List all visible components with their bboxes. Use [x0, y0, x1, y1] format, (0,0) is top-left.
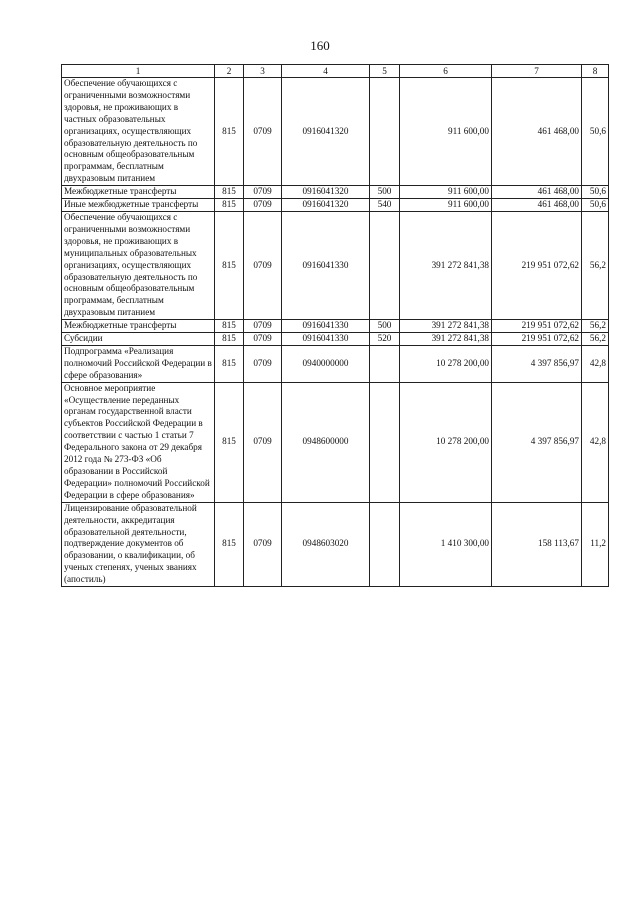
row-executed: 219 951 072,62 [492, 320, 582, 333]
row-name: Обеспечение обучающихся с ограниченными возможностями здоровья, не проживающих в частных образовательных организациях, осуществляющих образовательную деятельность по основным общеобразовательным программам, бесплатным двухразовым питанием [62, 78, 215, 186]
row-expense-type [370, 345, 400, 382]
budget-table [61, 64, 609, 587]
row-plan: 10 278 200,00 [400, 382, 492, 502]
row-target: 0916041320 [282, 78, 370, 186]
header-cell: 8 [582, 65, 609, 78]
row-percent: 56,2 [582, 211, 609, 319]
row-target: 0940000000 [282, 345, 370, 382]
row-ministry: 815 [215, 186, 244, 199]
row-target: 0916041320 [282, 199, 370, 212]
row-section: 0709 [244, 333, 282, 346]
row-section: 0709 [244, 320, 282, 333]
row-percent: 11,2 [582, 502, 609, 586]
row-executed: 158 113,67 [492, 502, 582, 586]
row-percent: 42,8 [582, 345, 609, 382]
row-expense-type: 500 [370, 186, 400, 199]
row-target: 0916041330 [282, 320, 370, 333]
row-expense-type [370, 502, 400, 586]
row-expense-type [370, 382, 400, 502]
header-cell: 4 [282, 65, 370, 78]
row-plan: 1 410 300,00 [400, 502, 492, 586]
row-expense-type: 540 [370, 199, 400, 212]
row-target: 0916041320 [282, 186, 370, 199]
row-name: Иные межбюджетные трансферты [62, 199, 215, 212]
row-ministry: 815 [215, 320, 244, 333]
row-expense-type [370, 78, 400, 186]
row-section: 0709 [244, 211, 282, 319]
row-target: 0916041330 [282, 211, 370, 319]
row-executed: 461 468,00 [492, 199, 582, 212]
row-name: Обеспечение обучающихся с ограниченными возможностями здоровья, не проживающих в муниципальных образовательных организациях, осуществляющих образовательную деятельность по основным общеобразовательным программам, бесплатным двухразовым питанием [62, 211, 215, 319]
row-ministry: 815 [215, 345, 244, 382]
row-name: Межбюджетные трансферты [62, 320, 215, 333]
table-row [62, 211, 609, 319]
row-ministry: 815 [215, 199, 244, 212]
row-section: 0709 [244, 382, 282, 502]
row-percent: 50,6 [582, 199, 609, 212]
row-name: Лицензирование образовательной деятельности, аккредитация образовательной деятельности, подтверждение документов об образовании, о квалификации, об ученых степенях, ученых званиях (апостиль) [62, 502, 215, 586]
row-section: 0709 [244, 78, 282, 186]
table-row [62, 320, 609, 333]
row-target: 0948603020 [282, 502, 370, 586]
row-percent: 50,6 [582, 78, 609, 186]
row-percent: 56,2 [582, 333, 609, 346]
row-plan: 391 272 841,38 [400, 333, 492, 346]
row-plan: 911 600,00 [400, 78, 492, 186]
row-plan: 911 600,00 [400, 186, 492, 199]
header-cell: 3 [244, 65, 282, 78]
table-row [62, 345, 609, 382]
row-executed: 4 397 856,97 [492, 382, 582, 502]
table-row [62, 333, 609, 346]
table-header-row [62, 65, 609, 78]
row-percent: 50,6 [582, 186, 609, 199]
header-cell: 5 [370, 65, 400, 78]
row-section: 0709 [244, 502, 282, 586]
row-plan: 391 272 841,38 [400, 320, 492, 333]
row-expense-type: 520 [370, 333, 400, 346]
row-executed: 461 468,00 [492, 78, 582, 186]
row-section: 0709 [244, 186, 282, 199]
table-row [62, 199, 609, 212]
row-plan: 911 600,00 [400, 199, 492, 212]
page-number: 160 [310, 38, 330, 53]
row-name: Межбюджетные трансферты [62, 186, 215, 199]
row-executed: 219 951 072,62 [492, 333, 582, 346]
row-percent: 42,8 [582, 382, 609, 502]
row-ministry: 815 [215, 382, 244, 502]
row-plan: 10 278 200,00 [400, 345, 492, 382]
row-ministry: 815 [215, 502, 244, 586]
header-cell: 7 [492, 65, 582, 78]
row-expense-type: 500 [370, 320, 400, 333]
row-expense-type [370, 211, 400, 319]
table-row [62, 382, 609, 502]
row-section: 0709 [244, 199, 282, 212]
table-row [62, 186, 609, 199]
row-name: Субсидии [62, 333, 215, 346]
row-executed: 4 397 856,97 [492, 345, 582, 382]
header-cell: 2 [215, 65, 244, 78]
row-section: 0709 [244, 345, 282, 382]
table-row [62, 502, 609, 586]
row-ministry: 815 [215, 211, 244, 319]
row-target: 0916041330 [282, 333, 370, 346]
row-ministry: 815 [215, 78, 244, 186]
row-executed: 461 468,00 [492, 186, 582, 199]
row-ministry: 815 [215, 333, 244, 346]
row-plan: 391 272 841,38 [400, 211, 492, 319]
header-cell: 1 [62, 65, 215, 78]
row-target: 0948600000 [282, 382, 370, 502]
table-row [62, 78, 609, 186]
row-name: Подпрограмма «Реализация полномочий Российской Федерации в сфере образования» [62, 345, 215, 382]
header-cell: 6 [400, 65, 492, 78]
row-name: Основное мероприятие «Осуществление переданных органам государственной власти субъектов Российской Федерации в соответствии с частью 1 статьи 7 Федерального закона от 29 декабря 2012 года № 273-ФЗ «Об образовании в Российской Федерации» полномочий Российской Федерации в сфере образования» [62, 382, 215, 502]
row-executed: 219 951 072,62 [492, 211, 582, 319]
row-percent: 56,2 [582, 320, 609, 333]
